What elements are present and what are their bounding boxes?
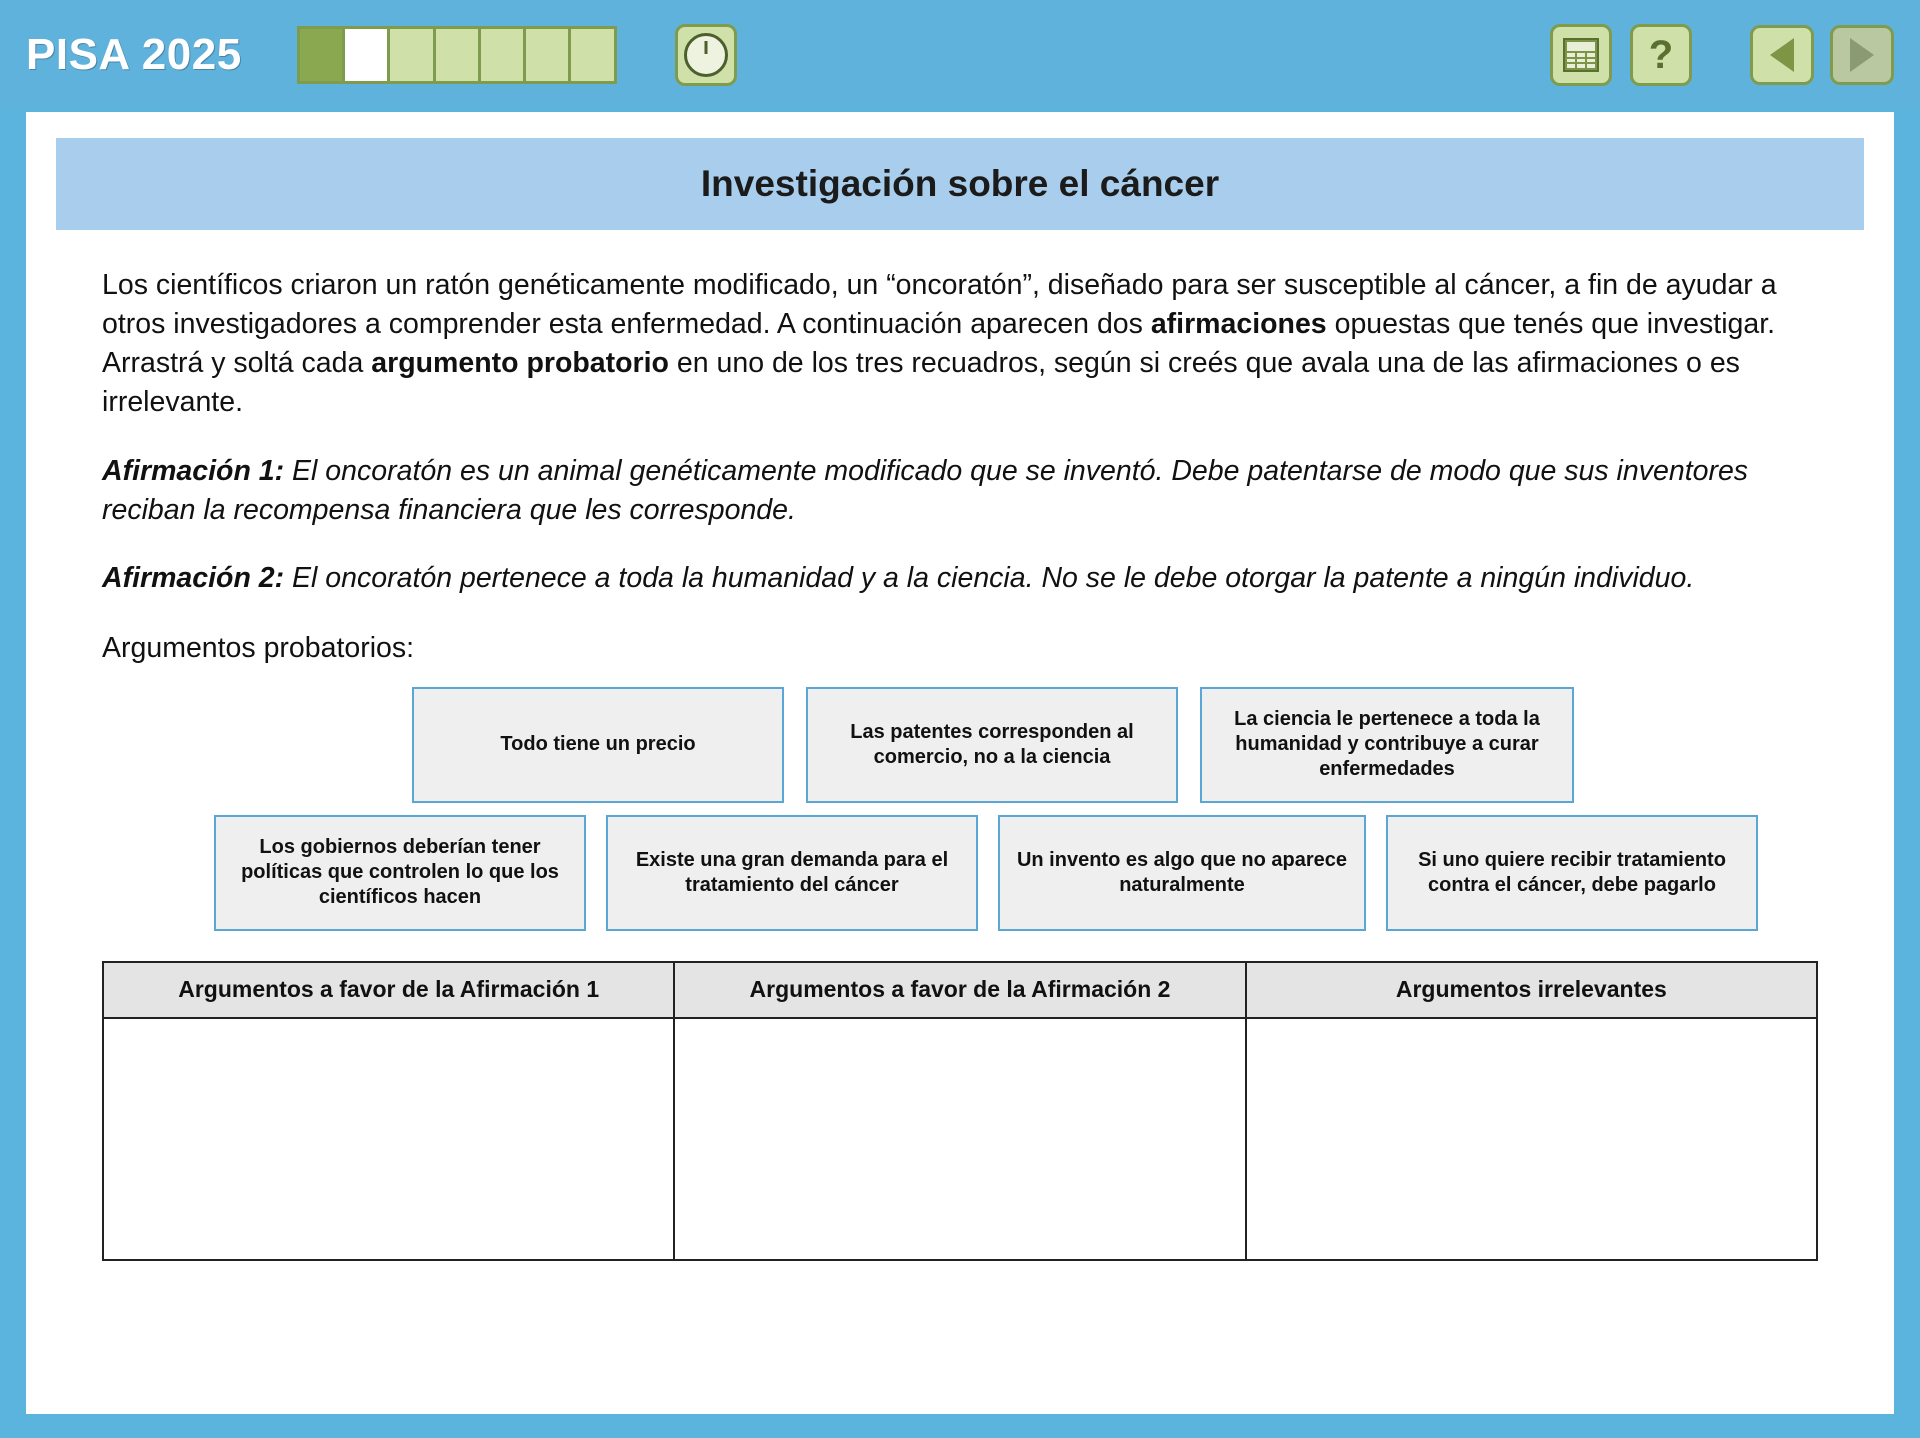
column-header-claim-1: Argumentos a favor de la Afirmación 1: [104, 963, 675, 1017]
drop-table-body-row: [104, 1017, 1816, 1259]
column-header-claim-2: Argumentos a favor de la Afirmación 2: [675, 963, 1246, 1017]
argument-chip[interactable]: La ciencia le pertenece a toda la humanidad y contribuye a curar enfermedades: [1200, 687, 1574, 803]
toolbar-right-group: [1550, 24, 1894, 86]
claim-1: [102, 452, 1818, 529]
drop-zone-claim-1[interactable]: [104, 1019, 675, 1259]
calculator-icon: [1563, 38, 1599, 72]
task-page: [26, 112, 1894, 1414]
progress-segment-1: [300, 29, 345, 81]
claim-2-label: Afirmación 2:: [102, 562, 285, 595]
intro-text-e: en uno de los tres recuadros, según si creés que avala una de las afirmaciones o es irrelevante.: [102, 347, 1740, 419]
progress-indicator: [297, 26, 617, 84]
argument-chip[interactable]: Un invento es algo que no aparece naturalmente: [998, 815, 1366, 931]
progress-segment-3: [390, 29, 435, 81]
drop-zone-claim-2[interactable]: [675, 1019, 1246, 1259]
progress-segment-2: [345, 29, 390, 81]
navigation-buttons: [1750, 25, 1894, 85]
column-header-irrelevant: Argumentos irrelevantes: [1395, 976, 1667, 1003]
intro-text-a: Los científicos criaron un ratón genéticamente modificado, un “oncoratón”, diseñado para ser susceptible al cáncer, a fin de ayudar a otros investigadores a comprender esta enfermedad. A continuación aparecen dos: [102, 269, 1777, 341]
argument-chip[interactable]: Todo tiene un precio: [412, 687, 784, 803]
next-arrow-icon: [1850, 38, 1874, 72]
previous-button[interactable]: [1750, 25, 1814, 85]
intro-text-c: opuestas que tenés que investigar. Arrastrá y soltá cada: [102, 308, 1776, 380]
argument-chip[interactable]: Las patentes corresponden al comercio, no a la ciencia: [806, 687, 1178, 803]
arguments-heading: Argumentos probatorios:: [102, 631, 415, 664]
calculator-button[interactable]: [1550, 24, 1612, 86]
clock-face-icon: [684, 33, 728, 77]
clock-icon[interactable]: [675, 24, 737, 86]
argument-chip[interactable]: Los gobiernos deberían tener políticas que controlen lo que los científicos hacen: [214, 815, 586, 931]
claim-2: [102, 559, 1818, 597]
progress-segment-5: [481, 29, 526, 81]
claim-1-text: El oncoratón es un animal genéticamente modificado que se inventó. Debe patentarse de modo que sus inventores reciban la recompensa financiera que les corresponde.: [102, 455, 1749, 526]
drop-zone-irrelevant[interactable]: [1247, 1019, 1816, 1259]
top-toolbar: [0, 0, 1920, 110]
drop-target-table: [102, 961, 1818, 1261]
app-title: PISA 2025: [26, 30, 242, 79]
intro-text-bold-argument: argumento probatorio: [371, 347, 669, 380]
intro-text-bold-claims: afirmaciones: [1150, 308, 1327, 341]
next-button[interactable]: [1830, 25, 1894, 85]
previous-arrow-icon: [1770, 38, 1794, 72]
claim-2-text: El oncoratón pertenece a toda la humanidad y a la ciencia. No se le debe otorgar la patente a ningún individuo.: [284, 562, 1695, 595]
unit-title-bar: [56, 138, 1864, 230]
argument-chip[interactable]: Si uno quiere recibir tratamiento contra el cáncer, debe pagarlo: [1386, 815, 1758, 931]
progress-segment-7: [571, 29, 613, 81]
argument-chip[interactable]: Existe una gran demanda para el tratamiento del cáncer: [606, 815, 978, 931]
argument-chips-row-1: [102, 687, 1818, 803]
page-title: Investigación sobre el cáncer: [700, 163, 1220, 204]
task-content: [26, 230, 1894, 931]
progress-segment-4: [436, 29, 481, 81]
intro-paragraph: [102, 266, 1818, 422]
argument-chips-row-2: [102, 815, 1818, 931]
drop-table-header-row: [104, 963, 1816, 1017]
help-button[interactable]: [1630, 24, 1692, 86]
question-mark-icon: ?: [1648, 32, 1674, 77]
claim-1-label: Afirmación 1:: [102, 455, 285, 488]
progress-segment-6: [526, 29, 571, 81]
